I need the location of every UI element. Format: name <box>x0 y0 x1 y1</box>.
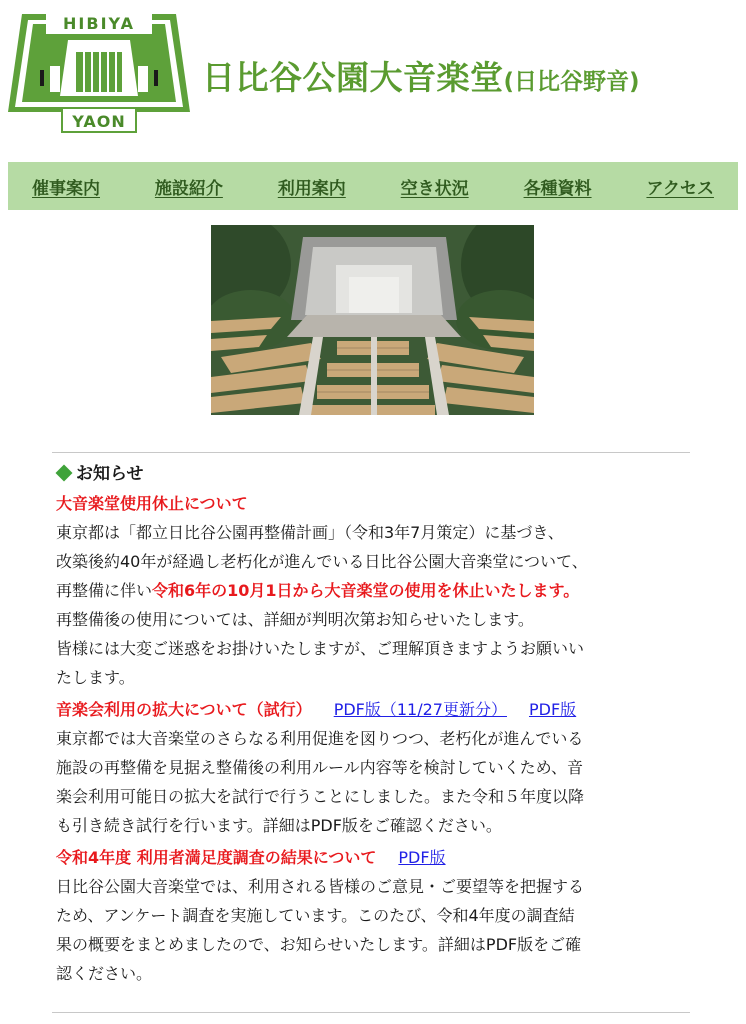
divider-top <box>52 452 690 453</box>
news-heading <box>56 458 696 490</box>
news-item-concert-expansion <box>56 696 696 840</box>
news-item-title-row <box>56 844 696 872</box>
main-nav <box>8 162 738 210</box>
news-item-body <box>56 872 696 988</box>
body-line: 東京都では大音楽堂のさらなる利用促進を図りつつ、老朽化が進んでいる <box>56 729 584 748</box>
nav-availability[interactable]: 空き状況 <box>400 178 469 199</box>
divider-bottom <box>52 1012 690 1013</box>
body-line: 施設の再整備を見据え整備後の利用ルール内容等を検討していくため、音 <box>56 758 584 777</box>
site-title-sub: (日比谷野音) <box>503 69 640 95</box>
body-text: 再整備に伴い <box>56 581 153 600</box>
amphitheater-photo <box>211 225 534 415</box>
body-line: たします。 <box>56 668 135 687</box>
nav-usage-guide[interactable]: 利用案内 <box>277 178 346 199</box>
body-line: 改築後約40年が経過し老朽化が進んでいる日比谷公園大音楽堂について、 <box>56 552 588 571</box>
body-line: 楽会利用可能日の拡大を試行で行うことにしました。また令和５年度以降 <box>56 787 585 806</box>
body-line: 果の概要をまとめましたので、お知らせいたします。詳細はPDF版をご確 <box>56 935 582 954</box>
nav-access[interactable]: アクセス <box>646 178 714 199</box>
site-header <box>0 0 746 140</box>
body-line: も引き続き試行を行います。詳細はPDF版をご確認ください。 <box>56 816 502 835</box>
diamond-bullet-icon <box>56 465 73 482</box>
news-heading-text: お知らせ <box>76 464 144 484</box>
svg-text:HIBIYA: HIBIYA <box>63 14 135 33</box>
news-item-closure <box>56 490 696 692</box>
body-line: 皆様には大変ご迷惑をお掛けいたしますが、ご理解頂きますようお願いい <box>56 639 585 658</box>
body-line <box>56 576 696 605</box>
body-line: 日比谷公園大音楽堂では、利用される皆様のご意見・ご要望等を把握する <box>56 877 585 896</box>
news-item-title: 音楽会利用の拡大について（試行） <box>56 700 312 719</box>
site-title <box>202 52 640 99</box>
news-item-survey <box>56 844 696 988</box>
closure-date-highlight: 令和6年の10月1日から大音楽堂の使用を休止いたします。 <box>152 581 580 600</box>
nav-events[interactable]: 催事案内 <box>32 178 100 199</box>
body-line: 認ください。 <box>56 964 153 983</box>
pdf-link-updated[interactable]: PDF版（11/27更新分） <box>333 700 507 719</box>
site-title-main: 日比谷公園大音楽堂 <box>202 58 504 97</box>
hibiya-yaon-logo[interactable] <box>8 12 190 134</box>
news-item-title: 大音楽堂使用休止について <box>56 494 248 513</box>
body-line: 再整備後の使用については、詳細が判明次第お知らせいたします。 <box>56 610 534 629</box>
news-item-body <box>56 724 696 840</box>
body-line: 東京都は「都立日比谷公園再整備計画」（令和3年7月策定）に基づき、 <box>56 523 564 542</box>
pdf-link[interactable]: PDF版 <box>528 700 577 719</box>
news-item-title-row <box>56 696 696 724</box>
news-item-body <box>56 518 696 692</box>
nav-facilities[interactable]: 施設紹介 <box>154 178 223 199</box>
body-line: ため、アンケート調査を実施しています。このたび、令和4年度の調査結 <box>56 906 575 925</box>
svg-text:YAON: YAON <box>72 112 126 131</box>
news-item-title: 令和4年度 利用者満足度調査の結果について <box>56 848 377 867</box>
news-section <box>56 458 696 992</box>
nav-documents[interactable]: 各種資料 <box>523 178 592 199</box>
pdf-link[interactable]: PDF版 <box>398 848 446 867</box>
